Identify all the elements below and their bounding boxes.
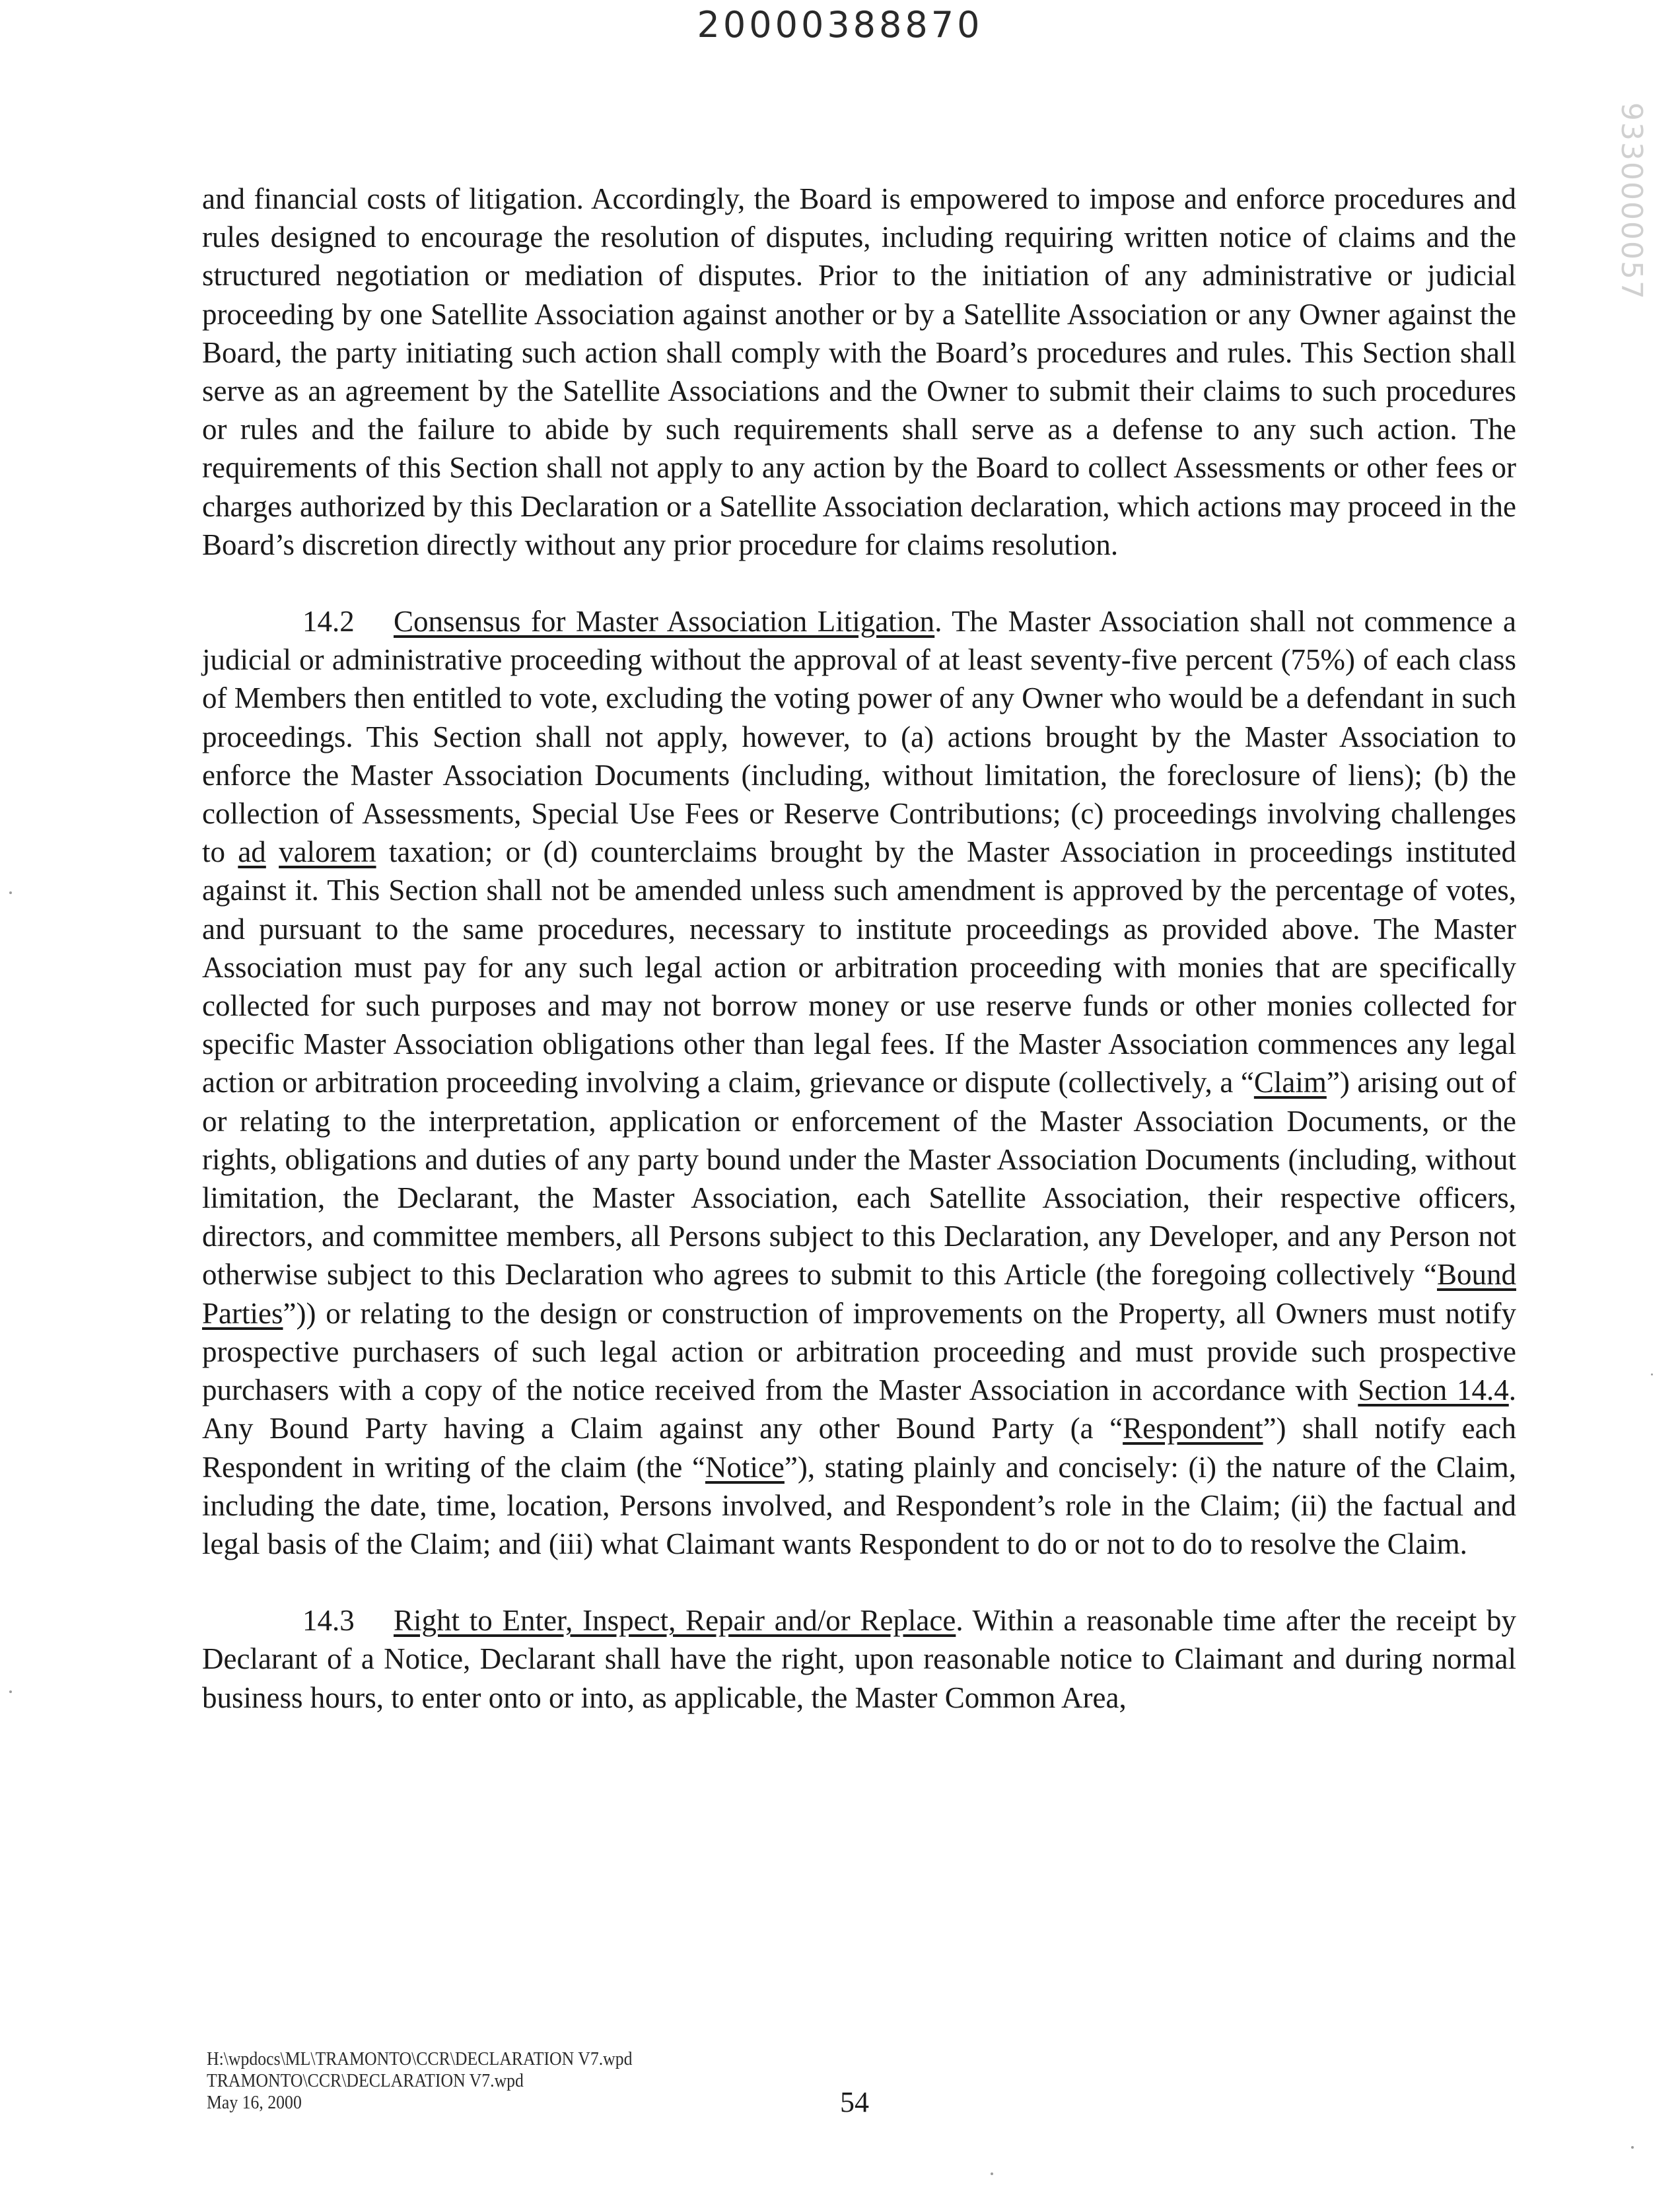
term-notice: Notice [705,1450,785,1484]
scan-speck [9,891,12,894]
scan-speck [1631,2146,1634,2149]
footer-path-line-1: H:\wpdocs\ML\TRAMONTO\CCR\DECLARATION V7.wpd [207,2049,633,2069]
term-valorem: valorem [279,835,376,869]
document-body [202,180,1516,1717]
document-number: 20000388870 [697,4,983,46]
section-number: 14.3 [302,1604,355,1638]
term-bound-parties: Bound Parties [202,1258,1516,1330]
scan-speck [9,1690,12,1693]
vertical-stamp: 9330000057 [1615,102,1648,300]
section-reference: Section 14.4 [1358,1373,1509,1407]
section-text: . The Master Association shall not commence a judicial or administrative proceeding without the approval of at least seventy-five percent (75%) of each class of Members then entitled to vote, excluding the voting power of any Owner who would be a defendant in such proceedings. This Section shall not apply, however, to (a) actions brought by the Master Association to enforce the Master Association Documents (including, without limitation, the foreclosure of liens); (b) the collection of Assessments, Special Use Fees or Reserve Contributions; (c) proceedings involving challenges to [202,605,1516,869]
paragraph-text: and financial costs of litigation. Accordingly, the Board is empowered to impose and enforce procedures and rules designed to encourage the resolution of disputes, including requiring written notice of claims and the structured negotiation or mediation of disputes. Prior to the initiation of any administrative or judicial proceeding by one Satellite Association against another or by a Satellite Association or any Owner against the Board, the party initiating such action shall comply with the Board’s procedures and rules. This Section shall serve as an agreement by the Satellite Associations and the Owner to submit their claims to such procedures or rules and the failure to abide by such requirements shall serve as a defense to any such action. The requirements of this Section shall not apply to any action by the Board to collect Assessments or other fees or charges authorized by this Declaration or a Satellite Association declaration, which actions may proceed in the Board’s discretion directly without any prior procedure for claims resolution. [202,182,1516,561]
term-ad: ad [238,835,266,869]
section-heading: Consensus for Master Association Litigation [394,605,935,639]
section-number: 14.2 [302,605,355,639]
scan-speck [991,2172,993,2175]
section-text: ”)) or relating to the design or construction of improvements on the Property, all Owners must notify prospective purchasers of such legal action or arbitration proceeding and must provide such prospective purchasers with a copy of the notice received from the Master Association in accordance with [202,1296,1516,1407]
section-text: . Within a reasonable time after the receipt by Declarant of a Notice, Declarant shall have the right, upon reasonable notice to Claimant and during normal business hours, to enter onto or into, as applicable, the Master Common Area, [202,1604,1516,1714]
scan-speck [1651,1373,1653,1375]
term-claim: Claim [1253,1066,1327,1099]
section-14-3 [202,1601,1516,1717]
term-respondent: Respondent [1123,1412,1263,1445]
footer-file-path [207,2048,633,2114]
section-text: taxation; or (d) counterclaims brought by the Master Association in proceedings instituted against it. This Section shall not be amended unless such amendment is approved by the percentage of votes, and pursuant to the same procedures, necessary to institute proceedings as provided above. The Master Association must pay for any such legal action or arbitration proceeding with monies that are specifically collected for such purposes and may not borrow money or use reserve funds or other monies collected for specific Master Association obligations other than legal fees. If the Master Association commences any legal action or arbitration proceeding involving a claim, grievance or dispute (collectively, a “ [202,835,1517,1099]
paragraph-continuation [202,180,1516,564]
section-text: ”) arising out of or relating to the interpretation, application or enforcement of the Master Association Documents, or the rights, obligations and duties of any party bound under the Master Association Documents (including, without limitation, the Declarant, the Master Association, each Satellite Association, their respective officers, directors, and committee members, all Persons subject to this Declaration, any Developer, and any Person not otherwise subject to this Declaration who agrees to submit to this Article (the foregoing collectively “ [202,1066,1517,1292]
footer-path-line-2: TRAMONTO\CCR\DECLARATION V7.wpd [207,2071,524,2091]
section-14-2 [202,602,1516,1563]
section-text: ”) shall notify each Respondent in writing of the claim (the “ [202,1412,1516,1484]
section-text: . Any Bound Party having a Claim against any other Bound Party (a “ [202,1373,1517,1445]
section-text: ”), stating plainly and concisely: (i) the nature of the Claim, including the date, time, location, Persons involved, and Respondent’s role in the Claim; (ii) the factual and legal basis of the Claim; and (iii) what Claimant wants Respondent to do or not to do to resolve the Claim. [202,1450,1516,1560]
section-heading: Right to Enter, Inspect, Repair and/or Replace [394,1604,956,1638]
footer-date: May 16, 2000 [207,2093,302,2113]
page-number: 54 [840,2086,869,2118]
